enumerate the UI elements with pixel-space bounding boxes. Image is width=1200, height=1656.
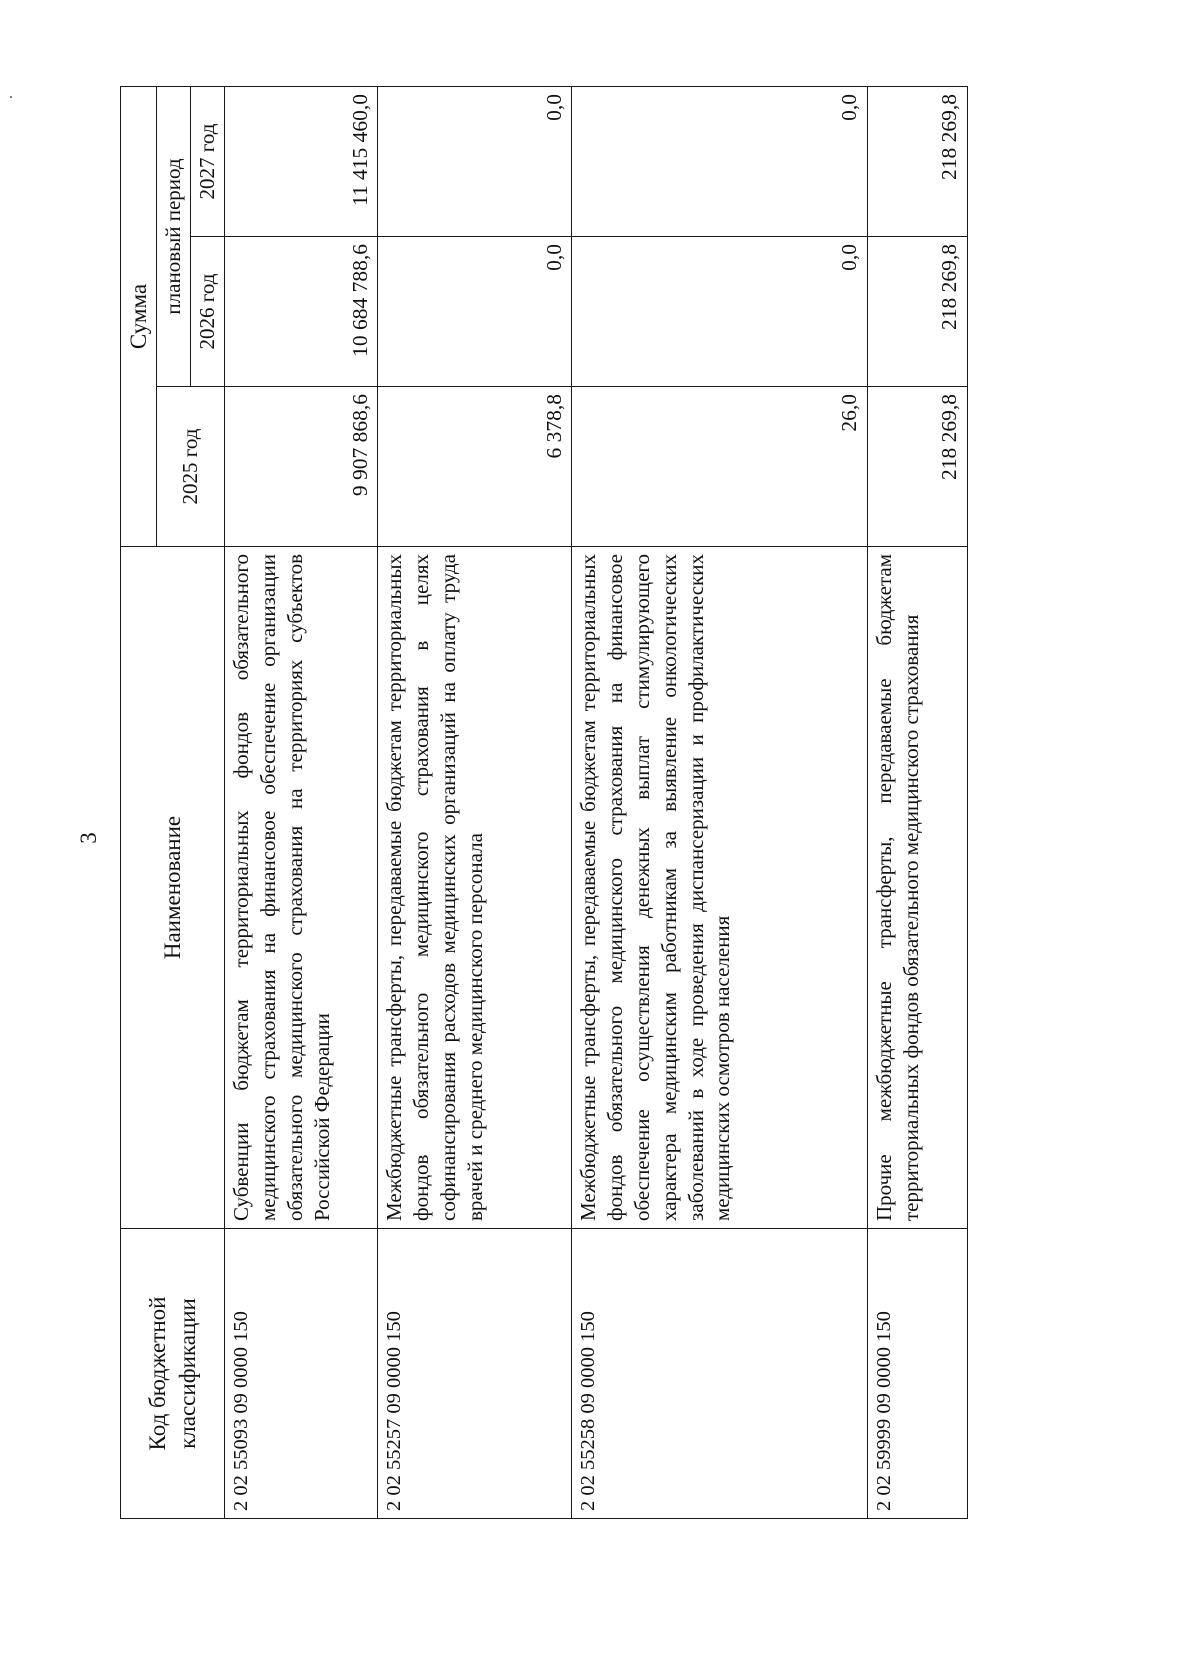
cell-2025: 26,0 (572, 387, 868, 547)
table-row (572, 86, 868, 1518)
cell-2026: 218 269,8 (867, 237, 967, 387)
header-name: Наименование (121, 547, 225, 1229)
cell-name: Межбюджетные трансферты, передаваемые бюджетам территориальных фондов обязательного медицинского страхования в целях софинансирования расходов медицинских организаций на оплату труда врачей и среднего медицинского персонала (378, 547, 572, 1229)
table-row (378, 86, 572, 1518)
cell-name: Прочие межбюджетные трансферты, передаваемые бюджетам территориальных фондов обязательного медицинского страхования (867, 547, 967, 1229)
cell-2025: 9 907 868,6 (225, 387, 378, 547)
budget-table-container (120, 87, 968, 1519)
cell-2026: 0,0 (378, 237, 572, 387)
cell-2027: 218 269,8 (867, 86, 967, 236)
header-year-2026: 2026 год (191, 237, 225, 387)
cell-2027: 0,0 (572, 86, 868, 236)
cell-2027: 0,0 (378, 86, 572, 236)
cell-code: 2 02 55257 09 0000 150 (378, 1229, 572, 1519)
cell-2026: 10 684 788,6 (225, 237, 378, 387)
cell-name: Межбюджетные трансферты, передаваемые бюджетам территориальных фондов обязательного медицинского страхования на финансовое обеспечение осуществления денежных выплат стимулирующего характера медицинским работникам за выявление онкологических заболеваний в ходе проведения диспансеризации и профилактических медицинских осмотров населения (572, 547, 868, 1229)
cell-code: 2 02 59999 09 0000 150 (867, 1229, 967, 1519)
header-sum: Сумма (121, 86, 157, 546)
table-row (225, 86, 378, 1518)
cell-2027: 11 415 460,0 (225, 86, 378, 236)
cell-code: 2 02 55093 09 0000 150 (225, 1229, 378, 1519)
cell-2025: 6 378,8 (378, 387, 572, 547)
header-code: Код бюджетной классификации (121, 1229, 225, 1519)
scan-speck (10, 96, 12, 98)
cell-code: 2 02 55258 09 0000 150 (572, 1229, 868, 1519)
header-year-2027: 2027 год (191, 86, 225, 236)
page-number: 3 (76, 832, 101, 844)
cell-2026: 0,0 (572, 237, 868, 387)
cell-2025: 218 269,8 (867, 387, 967, 547)
table-row (867, 86, 967, 1518)
cell-name: Субвенции бюджетам территориальных фондов обязательного медицинского страхования на финансовое обеспечение организации обязательного медицинского страхования на территориях субъектов Российской Федерации (225, 547, 378, 1229)
header-year-2025: 2025 год (157, 387, 225, 547)
budget-table (120, 86, 968, 1519)
header-planned-period: плановый период (157, 86, 191, 386)
